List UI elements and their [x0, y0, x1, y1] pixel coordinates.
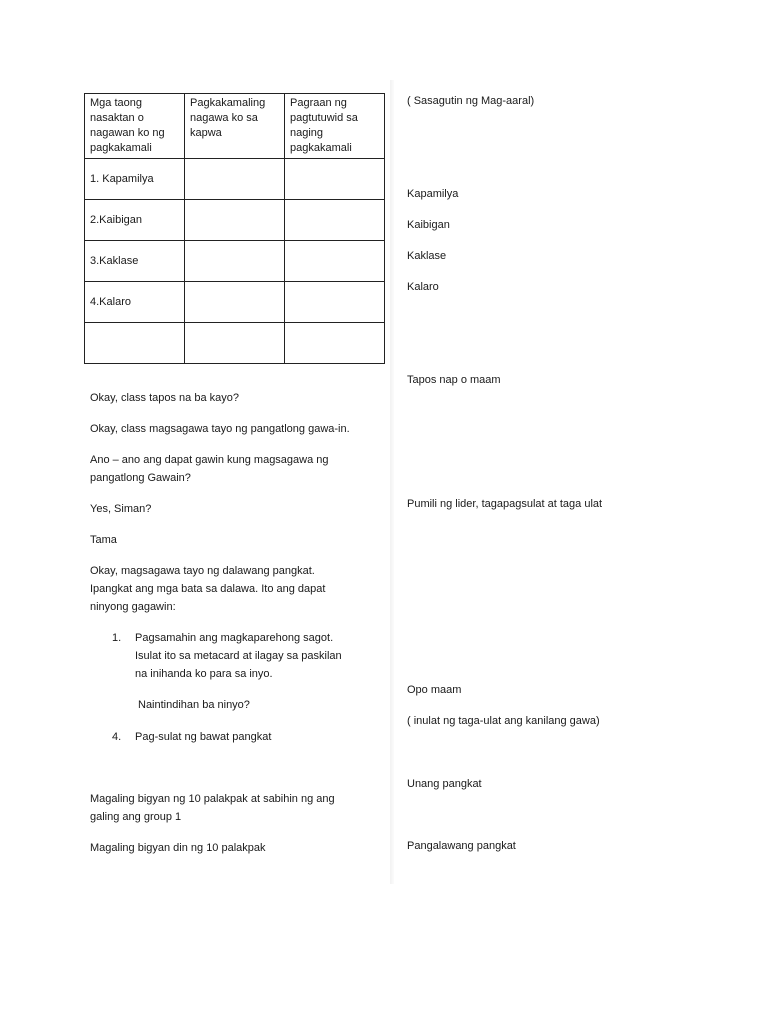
table-cell	[285, 323, 385, 364]
table-cell	[285, 200, 385, 241]
teacher-line: Magaling bigyan ng 10 palakpak at sabihin ng ang	[90, 793, 335, 805]
teacher-line: Ipangkat ang mga bata sa dalawa. Ito ang dapat	[90, 583, 326, 595]
student-line: Tapos nap o maam	[407, 374, 501, 386]
teacher-line: Tama	[90, 534, 117, 546]
table-row	[85, 282, 385, 323]
table-cell	[285, 159, 385, 200]
table-cell	[285, 282, 385, 323]
teacher-line: Okay, magsagawa tayo ng dalawang pangkat.	[90, 565, 315, 577]
student-line: Unang pangkat	[407, 778, 482, 790]
student-line: ( inulat ng taga-ulat ang kanilang gawa)	[407, 715, 600, 727]
table-cell	[185, 323, 285, 364]
table-cell	[85, 323, 185, 364]
table-cell	[185, 241, 285, 282]
student-line: Pumili ng lider, tagapagsulat at taga ulat	[407, 498, 603, 510]
student-line: Kalaro	[407, 281, 439, 293]
reflection-table	[84, 93, 385, 364]
student-line: Kaklase	[407, 250, 447, 262]
table-row	[85, 323, 385, 364]
teacher-line: galing ang group 1	[90, 811, 182, 823]
table-row	[85, 159, 385, 200]
teacher-line: Okay, class tapos na ba kayo?	[90, 392, 239, 404]
teacher-line: ninyong gagawin:	[90, 601, 176, 613]
table-header-cell: Pagkakamaling nagawa ko sa kapwa	[185, 94, 285, 159]
student-line: Kaibigan	[407, 219, 450, 231]
student-line: Pangalawang pangkat	[407, 840, 516, 852]
table-header-row	[85, 94, 385, 159]
teacher-line: Ano – ano ang dapat gawin kung magsagawa ng	[90, 454, 329, 466]
teacher-line: Okay, class magsagawa tayo ng pangatlong gawa-in.	[90, 423, 350, 435]
table-cell: 4.Kalaro	[85, 282, 185, 323]
table-cell	[185, 282, 285, 323]
teacher-line: Naintindihan ba ninyo?	[138, 699, 250, 711]
list-item-line: Isulat ito sa metacard at ilagay sa paskilan	[135, 650, 342, 662]
table-cell: 3.Kaklase	[85, 241, 185, 282]
list-item-line: Pag-sulat ng bawat pangkat	[135, 731, 272, 743]
teacher-line: Yes, Siman?	[90, 503, 152, 515]
column-divider	[390, 80, 394, 884]
table-row	[85, 200, 385, 241]
list-item-line: Pagsamahin ang magkaparehong sagot.	[135, 632, 334, 644]
table-cell	[185, 159, 285, 200]
student-line: Kapamilya	[407, 188, 459, 200]
table-row	[85, 241, 385, 282]
teacher-line: Magaling bigyan din ng 10 palakpak	[90, 842, 266, 854]
table-cell: 2.Kaibigan	[85, 200, 185, 241]
student-line: Opo maam	[407, 684, 462, 696]
list-item-line: na inihanda ko para sa inyo.	[135, 668, 273, 680]
list-number: 4.	[112, 731, 122, 743]
list-number: 1.	[112, 632, 122, 644]
teacher-line: pangatlong Gawain?	[90, 472, 191, 484]
student-line: ( Sasagutin ng Mag-aaral)	[407, 95, 535, 107]
table-header-cell: Mga taong nasaktan o nagawan ko ng pagkakamali	[85, 94, 185, 159]
table-cell	[185, 200, 285, 241]
table-cell	[285, 241, 385, 282]
table-cell: 1. Kapamilya	[85, 159, 185, 200]
table-header-cell: Pagraan ng pagtutuwid sa naging pagkakamali	[285, 94, 385, 159]
